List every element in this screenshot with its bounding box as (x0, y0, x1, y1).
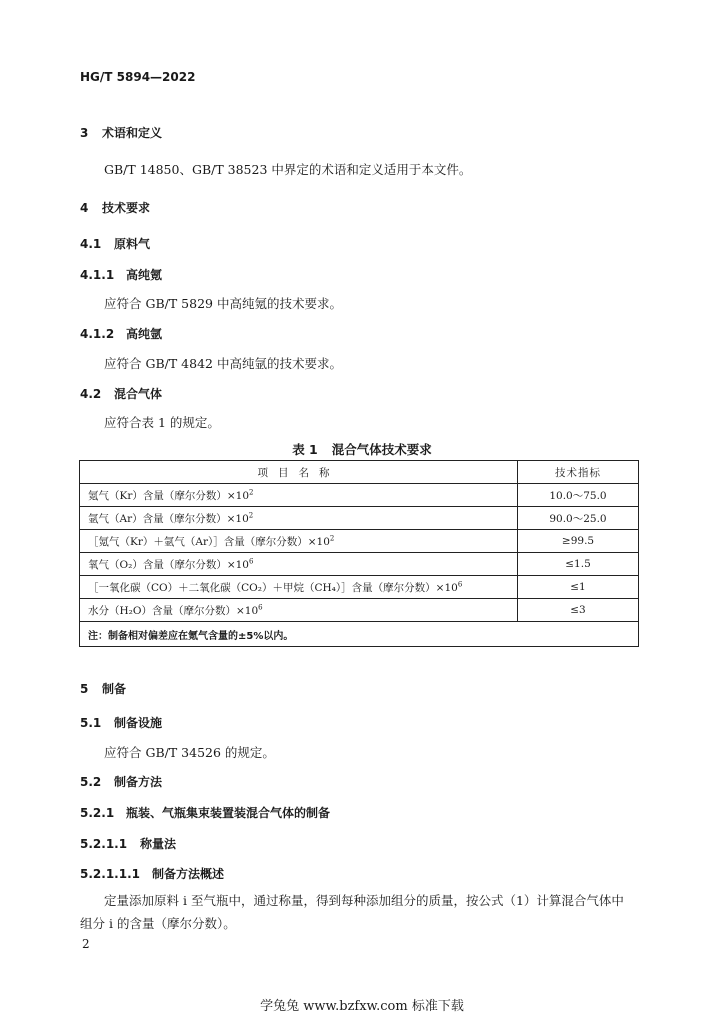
row-name-text: 水分（H₂O）含量（摩尔分数）×10 (88, 604, 259, 617)
section-5-1-text: 应符合 GB/T 34526 的规定。 (104, 745, 275, 760)
section-title: 高纯氪 (126, 268, 163, 282)
table-header-row (80, 461, 639, 484)
section-number: 5.2.1.1.1 (80, 867, 140, 881)
row-exponent: 2 (329, 534, 335, 542)
section-5-2-1-1-1-heading (80, 865, 224, 882)
row-name-text: 氪气（Kr）含量（摩尔分数）×10 (88, 489, 250, 502)
table-row (80, 507, 639, 530)
row-value: ≤1 (518, 576, 639, 599)
row-exponent: 6 (248, 557, 254, 565)
row-name-text: 氩气（Ar）含量（摩尔分数）×10 (88, 512, 249, 525)
section-4-1-2-heading (80, 325, 162, 342)
section-number: 4 (80, 201, 89, 215)
row-name (80, 576, 518, 599)
table-row (80, 484, 639, 507)
table-row (80, 576, 639, 599)
section-number: 4.2 (80, 387, 102, 401)
section-title: 原料气 (114, 237, 151, 251)
table-row (80, 530, 639, 553)
section-3-text: GB/T 14850、GB/T 38523 中界定的术语和定义适用于本文件。 (104, 162, 472, 177)
row-value: ≤1.5 (518, 553, 639, 576)
section-5-2-heading (80, 773, 162, 790)
section-number: 5.1 (80, 716, 102, 730)
table-row (80, 599, 639, 622)
section-number: 5 (80, 682, 89, 696)
section-5-2-1-heading (80, 804, 330, 821)
section-title: 制备方法概述 (152, 867, 225, 881)
section-5-2-1-1-1-text-line2: 组分 i 的含量（摩尔分数）。 (80, 916, 236, 931)
section-5-2-1-1-1-text-line1: 定量添加原料 i 至气瓶中，通过称量，得到每种添加组分的质量，按公式（1）计算混合气体中 (104, 893, 624, 908)
section-4-heading (80, 199, 150, 216)
section-3-heading (80, 124, 162, 141)
row-value: 10.0～75.0 (518, 484, 639, 507)
section-number: 4.1.2 (80, 327, 115, 341)
watermark-footer: 学兔兔 www.bzfxw.com 标准下载 (260, 999, 464, 1014)
table-row (80, 553, 639, 576)
section-title: 制备设施 (114, 716, 163, 730)
row-name (80, 484, 518, 507)
row-name-text: ［一氧化碳（CO）＋二氧化碳（CO₂）＋甲烷（CH₄）］含量（摩尔分数）×10 (88, 581, 458, 594)
row-exponent: 6 (457, 580, 463, 588)
row-name (80, 599, 518, 622)
row-name (80, 530, 518, 553)
row-name-text: 氧气（O₂）含量（摩尔分数）×10 (88, 558, 249, 571)
section-number: 5.2.1.1 (80, 837, 128, 851)
spec-table (79, 460, 639, 647)
table-note: 注：制备相对偏差应在氪气含量的±5%以内。 (80, 622, 639, 647)
row-exponent: 2 (249, 488, 254, 496)
row-value: ≤3 (518, 599, 639, 622)
section-title: 高纯氩 (126, 327, 163, 341)
section-number: 4.1.1 (80, 268, 115, 282)
document-code: HG/T 5894—2022 (80, 70, 196, 84)
table-caption (0, 440, 724, 458)
header-item-name: 项目名称 (80, 461, 518, 484)
section-number: 3 (80, 126, 89, 140)
section-4-1-2-text: 应符合 GB/T 4842 中高纯氩的技术要求。 (104, 356, 342, 371)
section-5-2-1-1-heading (80, 835, 176, 852)
row-value: ≥99.5 (518, 530, 639, 553)
section-title: 制备 (102, 682, 127, 696)
section-number: 5.2 (80, 775, 102, 789)
section-title: 术语和定义 (102, 126, 163, 140)
table-label: 表 1 (292, 442, 318, 457)
row-exponent: 6 (258, 603, 263, 611)
section-4-1-1-heading (80, 266, 162, 283)
section-5-1-heading (80, 714, 162, 731)
row-name (80, 553, 518, 576)
row-name-text: ［氪气（Kr）＋氩气（Ar）］含量（摩尔分数）×10 (88, 535, 330, 548)
section-title: 制备方法 (114, 775, 163, 789)
section-title: 瓶装、气瓶集束装置装混合气体的制备 (126, 806, 331, 820)
table-title: 混合气体技术要求 (331, 442, 432, 457)
header-spec-value: 技术指标 (518, 461, 639, 484)
row-name (80, 507, 518, 530)
section-4-2-text: 应符合表 1 的规定。 (104, 415, 220, 430)
section-number: 5.2.1 (80, 806, 115, 820)
section-title: 混合气体 (114, 387, 163, 401)
section-title: 称量法 (140, 837, 177, 851)
page-number: 2 (82, 937, 90, 951)
section-4-1-heading (80, 235, 150, 252)
section-4-1-1-text: 应符合 GB/T 5829 中高纯氪的技术要求。 (104, 296, 342, 311)
row-value: 90.0～25.0 (518, 507, 639, 530)
row-exponent: 2 (248, 511, 254, 519)
section-5-heading (80, 680, 126, 697)
section-number: 4.1 (80, 237, 102, 251)
section-4-2-heading (80, 385, 162, 402)
table-note-row (80, 622, 639, 647)
section-title: 技术要求 (102, 201, 151, 215)
